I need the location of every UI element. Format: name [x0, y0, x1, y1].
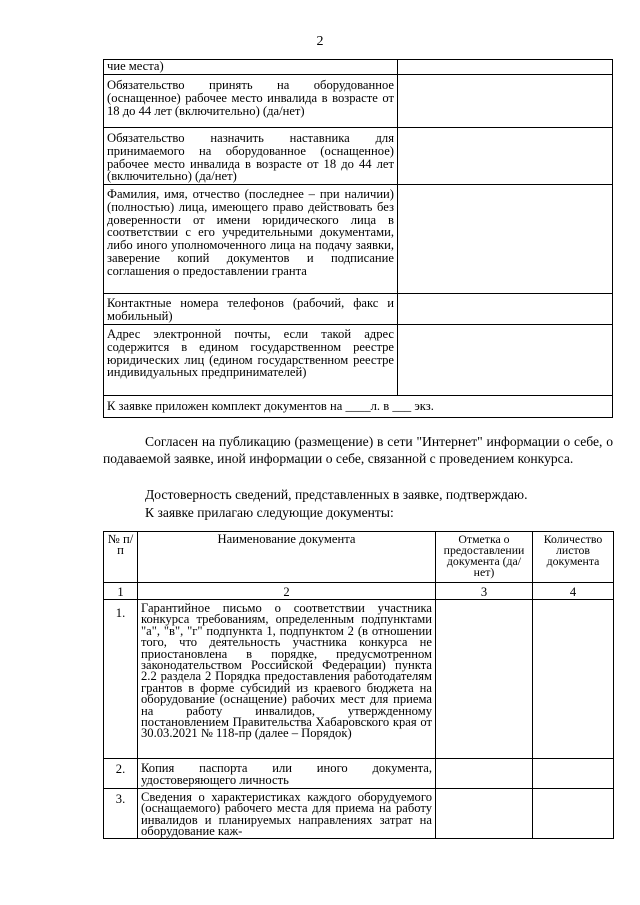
table-row-mark — [436, 789, 533, 839]
confirm-paragraph: Достоверность сведений, представленных в заявке, подтверждаю. — [145, 487, 528, 502]
table-cell-label: Обязательство назначить наставника для принимаемого на оборудованное (оснащенное) рабочее место инвалида в возрасте от 18 до 44 лет (включительно) (да/нет) — [104, 128, 398, 185]
attach-paragraph: К заявке прилагаю следующие документы: — [145, 505, 394, 520]
documents-table — [103, 531, 614, 839]
table-cell-value — [398, 185, 613, 294]
application-info-table — [103, 59, 613, 418]
table-row-count — [533, 759, 614, 789]
header-mark: Отметка о предоставлении документа (да/нет) — [436, 532, 533, 583]
table-cell-value — [398, 128, 613, 185]
column-number: 3 — [436, 583, 533, 600]
table-cell-value — [398, 325, 613, 396]
table-row-count — [533, 789, 614, 839]
table-cell-value — [398, 60, 613, 75]
page-number: 2 — [316, 34, 324, 49]
header-document-name: Наименование документа — [138, 532, 436, 583]
table-row-mark — [436, 759, 533, 789]
table-cell-label: Фамилия, имя, отчество (последнее – при наличии) (полностью) лица, имеющего право действовать без доверенности от имени юридического лица в соответствии с его учредительными документами, либо иного уполномоченного лица на подачу заявки, заверение копий документов и подписание соглашения о предоставлении гранта — [104, 185, 398, 294]
table-row-document: Копия паспорта или иного документа, удостоверяющего личность — [138, 759, 436, 789]
table-row-index: 2. — [104, 759, 138, 789]
table-cell-label: Адрес электронной почты, если такой адрес содержится в едином государственном реестре юридических лиц (едином государственном реестре индивидуальных предпринимателей) — [104, 325, 398, 396]
table-footer-row: К заявке приложен комплект документов на ____л. в ___ экз. — [104, 396, 613, 418]
table-row-document: Сведения о характеристиках каждого оборудуемого (оснащаемого) рабочего места для приема на работу инвалидов и планируемых направлениях затрат на оборудование каж- — [138, 789, 436, 839]
header-number: № п/п — [104, 532, 138, 583]
header-sheet-count: Количество листов документа — [533, 532, 614, 583]
table-row-count — [533, 600, 614, 759]
column-number: 1 — [104, 583, 138, 600]
table-cell-value — [398, 294, 613, 325]
consent-paragraph: Согласен на публикацию (размещение) в сети "Интернет" информации о себе, о подаваемой заявке, иной информации о себе, связанной с проведением конкурса. — [103, 434, 613, 466]
column-number: 4 — [533, 583, 614, 600]
table-cell-label: Контактные номера телефонов (рабочий, факс и мобильный) — [104, 294, 398, 325]
table-row-index: 3. — [104, 789, 138, 839]
table-cell-label: чие места) — [104, 60, 398, 75]
table-row-index: 1. — [104, 600, 138, 759]
table-row-document: Гарантийное письмо о соответствии участника конкурса требованиям, определенным подпунктами "а", "в", "г" подпункта 1, подпунктом 2 (в отношении того, что деятельность участника конкурса не приостановлена в порядке, предусмотренном законодательством Российской Федерации) пункта 2.2 раздела 2 Порядка предоставления работодателям грантов в форме субсидий из краевого бюджета на оборудование (оснащение) рабочих мест для приема на работу инвалидов, утвержденному постановлением Правительства Хабаровского края от 30.03.2021 № 118-пр (далее – Порядок) — [138, 600, 436, 759]
table-cell-label: Обязательство принять на оборудованное (оснащенное) рабочее место инвалида в возрасте от 18 до 44 лет (включительно) (да/нет) — [104, 75, 398, 128]
table-row-mark — [436, 600, 533, 759]
table-cell-value — [398, 75, 613, 128]
column-number: 2 — [138, 583, 436, 600]
